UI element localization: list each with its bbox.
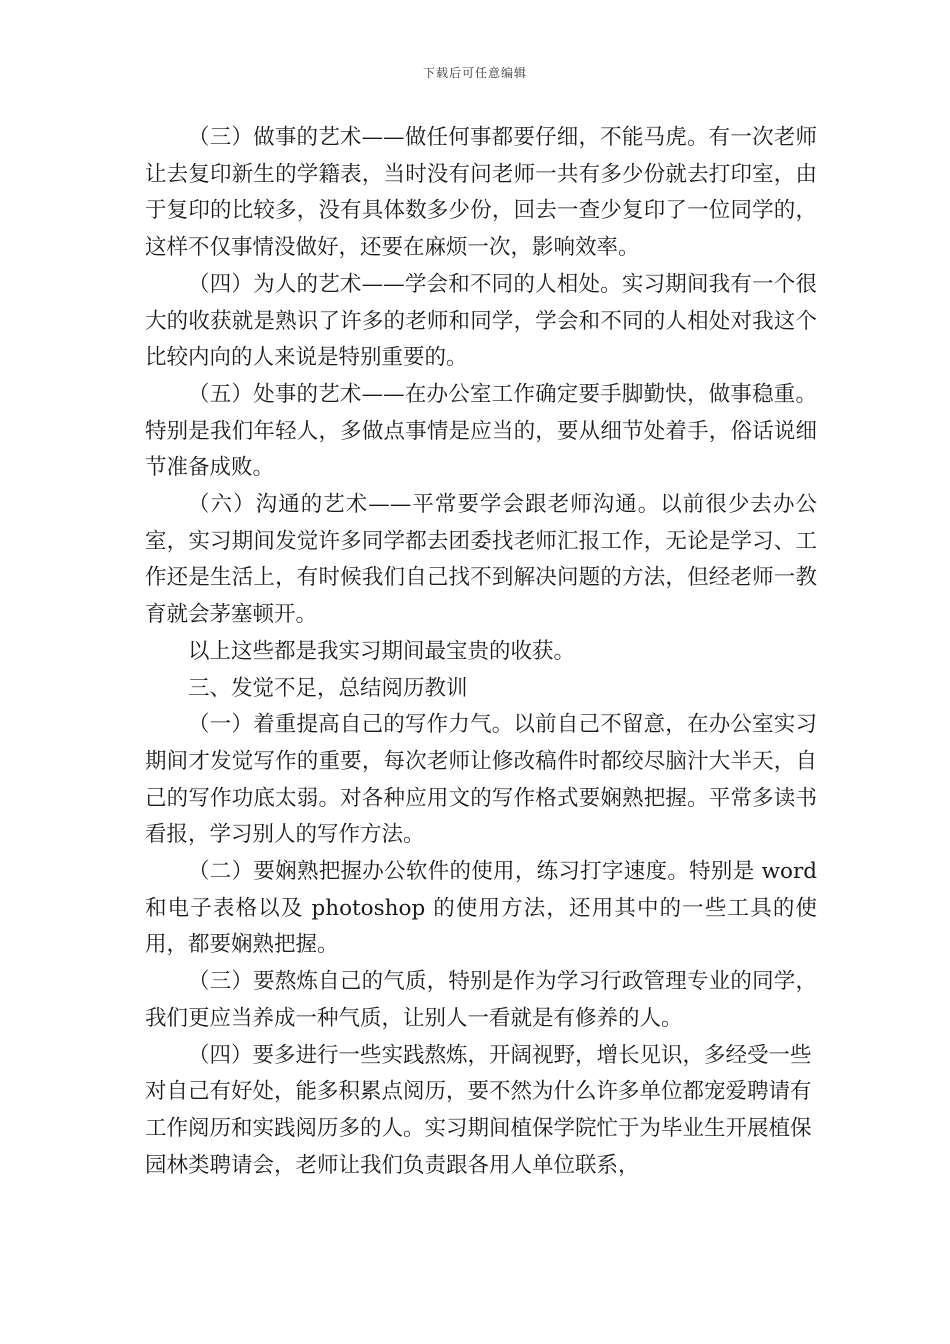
document-body (145, 120, 817, 1184)
paragraph-handling-matters: （五）处事的艺术——在办公室工作确定要手脚勤快，做事稳重。特别是我们年轻人，多做点事情是应当的，要从细节处着手，俗话说细节准备成败。 (145, 381, 817, 481)
paragraph-summary: 以上这些都是我实习期间最宝贵的收获。 (188, 638, 576, 664)
paragraph-doing-things: （三）做事的艺术——做任何事都要仔细，不能马虎。有一次老师让去复印新生的学籍表，当时没有问老师一共有多少份就去打印室，由于复印的比较多，没有具体数多少份，回去一查少复印了一位同学的，这样不仅事情没做好，还要在麻烦一次，影响效率。 (145, 125, 817, 261)
page-header: 下载后可任意编辑 (422, 66, 527, 80)
paragraph-communication: （六）沟通的艺术——平常要学会跟老师沟通。以前很少去办公室，实习期间发觉许多同学都去团委找老师汇报工作，无论是学习、工作还是生活上，有时候我们自己找不到解决问题的方法，但经老师一教育就会茅塞顿开。 (145, 492, 817, 628)
paragraph-temperament: （三）要熬炼自己的气质，特别是作为学习行政管理专业的同学，我们更应当养成一种气质，让别人一看就是有修养的人。 (145, 969, 817, 1031)
paragraph-writing-skills: （一）着重提高自己的写作力气。以前自己不留意，在办公室实习期间才发觉写作的重要，每次老师让修改稿件时都绞尽脑汁大半天，自己的写作功底太弱。对各种应用文的写作格式要娴熟把握。平常多读书看报，学习别人的写作方法。 (145, 712, 817, 848)
paragraph-office-software: （二）要娴熟把握办公软件的使用，练习打字速度。特别是 word 和电子表格以及 photoshop 的使用方法，还用其中的一些工具的使用，都要娴熟把握。 (145, 859, 817, 958)
paragraph-practice: （四）要多进行一些实践熬炼，开阔视野，增长见识，多经受一些对自己有好处，能多积累点阅历，要不然为什么许多单位都宠爱聘请有工作阅历和实践阅历多的人。实习期间植保学院忙于为毕业生开展植保园林类聘请会，老师让我们负责跟各用人单位联系， (145, 1042, 812, 1178)
paragraph-being-a-person: （四）为人的艺术——学会和不同的人相处。实习期间我有一个很大的收获就是熟识了许多的老师和同学，学会和不同的人相处对我这个比较内向的人来说是特别重要的。 (145, 271, 817, 371)
section-heading-shortcomings: 三、发觉不足，总结阅历教训 (188, 675, 468, 701)
